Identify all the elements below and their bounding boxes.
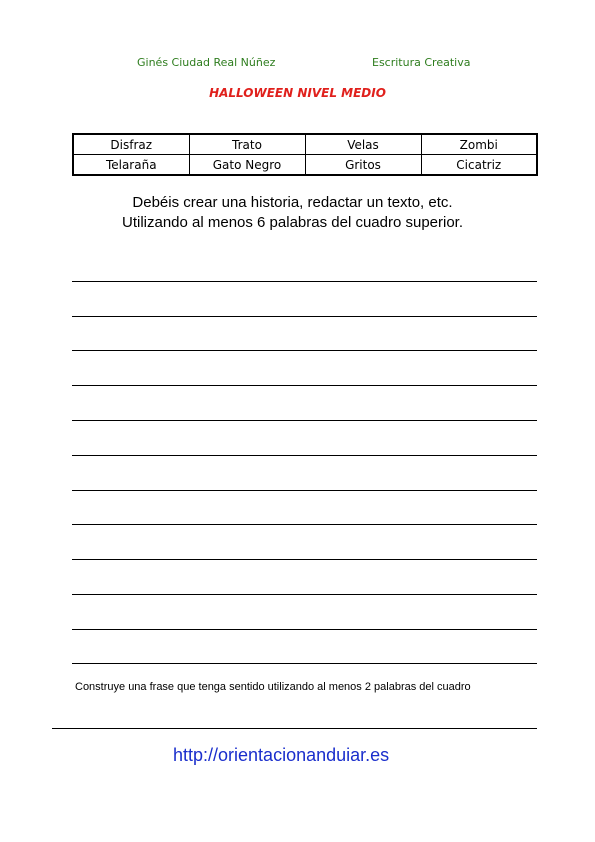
writing-line[interactable] xyxy=(72,350,537,351)
instructions-line-1: Debéis crear una historia, redactar un texto, etc. xyxy=(132,194,453,211)
table-row xyxy=(73,155,537,176)
word-cell: Velas xyxy=(305,134,421,155)
writing-line[interactable] xyxy=(72,629,537,630)
instructions xyxy=(0,193,585,233)
writing-line[interactable] xyxy=(72,663,537,664)
writing-line[interactable] xyxy=(72,420,537,421)
sentence-line[interactable] xyxy=(52,728,537,729)
writing-line[interactable] xyxy=(72,594,537,595)
word-cell: Telaraña xyxy=(73,155,189,176)
words-table xyxy=(72,133,538,176)
word-cell: Disfraz xyxy=(73,134,189,155)
table-row xyxy=(73,134,537,155)
subject-label: Escritura Creativa xyxy=(372,56,471,69)
writing-line[interactable] xyxy=(72,455,537,456)
author-name: Ginés Ciudad Real Núñez xyxy=(137,56,276,69)
writing-line[interactable] xyxy=(72,524,537,525)
word-cell: Zombi xyxy=(421,134,537,155)
writing-line[interactable] xyxy=(72,559,537,560)
footer-link[interactable]: http://orientacionanduiar.es xyxy=(173,745,390,765)
writing-line[interactable] xyxy=(72,385,537,386)
writing-line[interactable] xyxy=(72,316,537,317)
word-cell: Trato xyxy=(189,134,305,155)
word-cell: Gato Negro xyxy=(189,155,305,176)
word-cell: Gritos xyxy=(305,155,421,176)
writing-line[interactable] xyxy=(72,281,537,282)
worksheet-title: HALLOWEEN NIVEL MEDIO xyxy=(209,86,386,100)
instructions-line-2: Utilizando al menos 6 palabras del cuadro superior. xyxy=(121,214,464,231)
word-cell: Cicatriz xyxy=(421,155,537,176)
sentence-prompt: Construye una frase que tenga sentido utilizando al menos 2 palabras del cuadro xyxy=(75,681,471,693)
writing-line[interactable] xyxy=(72,490,537,491)
